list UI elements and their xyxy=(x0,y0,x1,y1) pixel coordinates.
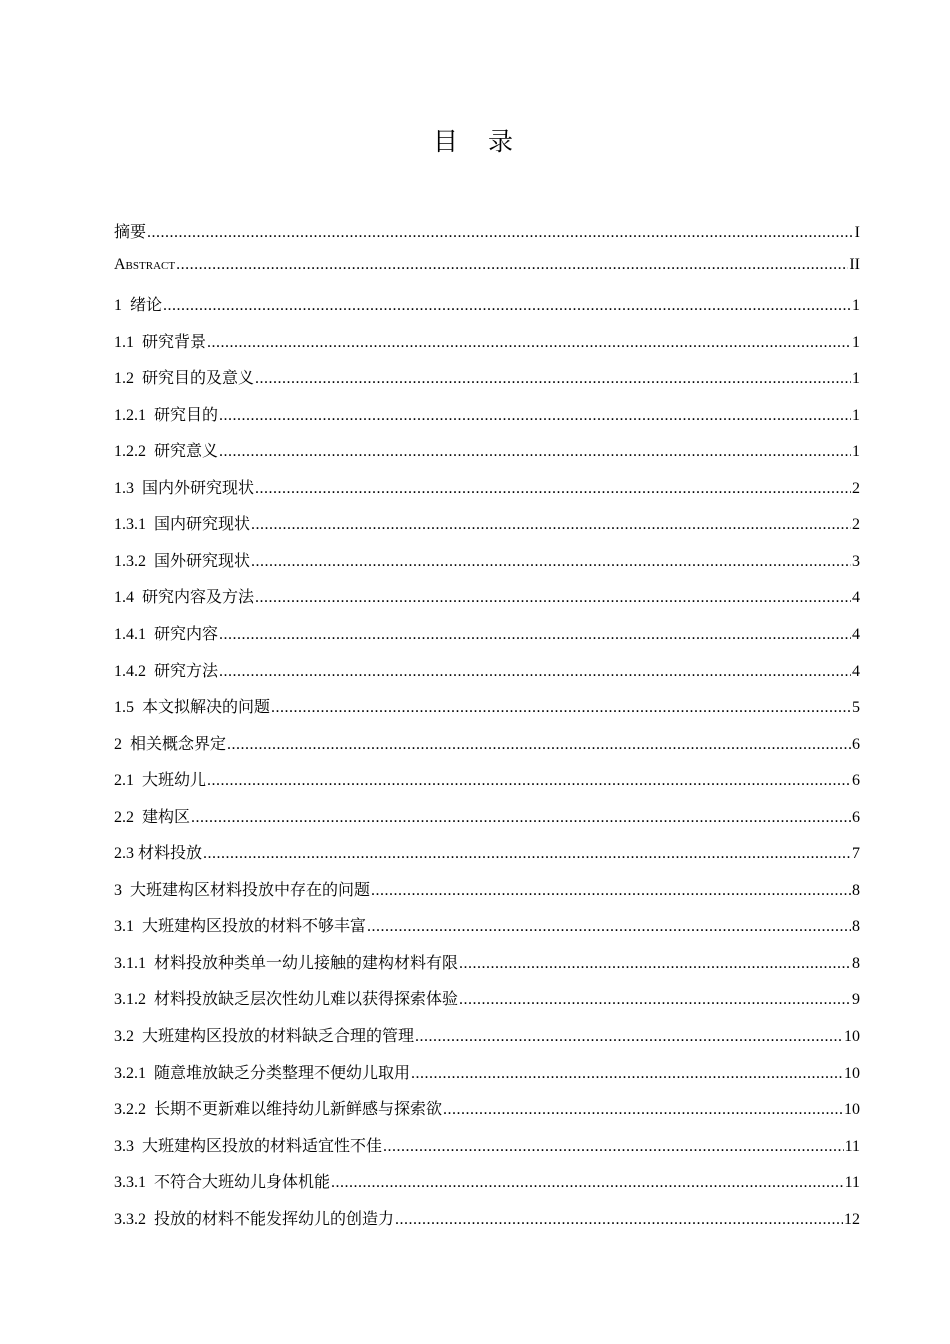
toc-entry-page: 5 xyxy=(852,699,860,717)
toc-entry-label: 1.4 研究内容及方法 xyxy=(114,589,255,607)
toc-entry[interactable] xyxy=(114,658,860,695)
toc-entry-label: 2 相关概念界定 xyxy=(114,735,227,753)
toc-entry-label: 3.3.2 投放的材料不能发挥幼儿的创造力 xyxy=(114,1210,395,1228)
toc-entry[interactable] xyxy=(114,913,860,950)
toc-entry[interactable] xyxy=(114,621,860,658)
toc-entry[interactable] xyxy=(114,402,860,439)
toc-entry-page: 8 xyxy=(852,918,860,936)
toc-entry-label: 3.3 大班建构区投放的材料适宜性不佳 xyxy=(114,1137,383,1155)
dot-leader xyxy=(459,955,851,973)
dot-leader xyxy=(395,1211,843,1229)
toc-entry-page: 10 xyxy=(844,1028,860,1046)
dot-leader xyxy=(219,443,851,461)
toc-entry-page: 1 xyxy=(852,406,860,424)
toc-entry-label: 1.4.2 研究方法 xyxy=(114,662,219,680)
toc-entry-page: 3 xyxy=(852,552,860,570)
toc-entry-page: 2 xyxy=(852,516,860,534)
toc-entry-label: 3.2.1 随意堆放缺乏分类整理不便幼儿取用 xyxy=(114,1064,411,1082)
toc-entry-label: 摘要 xyxy=(114,224,147,241)
toc-entry-page: 11 xyxy=(844,1174,860,1192)
toc-entry[interactable] xyxy=(114,475,860,512)
toc-entry-label: 3.1.2 材料投放缺乏层次性幼儿难以获得探索体验 xyxy=(114,991,459,1009)
toc-entry[interactable] xyxy=(114,1169,860,1206)
dot-leader xyxy=(163,297,851,315)
toc-entry-label: 1.2.1 研究目的 xyxy=(114,406,219,424)
toc-entry-label: 1.3.1 国内研究现状 xyxy=(114,516,251,534)
toc-entry[interactable] xyxy=(114,438,860,475)
toc-entry-page: 11 xyxy=(844,1137,860,1155)
toc-entry[interactable] xyxy=(114,731,860,768)
toc-entry[interactable] xyxy=(114,694,860,731)
toc-entry-page: 6 xyxy=(852,772,860,790)
dot-leader xyxy=(219,663,851,681)
toc-entry-label: 3.1.1 材料投放种类单一幼儿接触的建构材料有限 xyxy=(114,954,459,972)
toc-entry-page: 2 xyxy=(852,479,860,497)
toc-entry[interactable] xyxy=(114,219,860,256)
toc-entry[interactable] xyxy=(114,511,860,548)
toc-entry-page: 8 xyxy=(852,881,860,899)
toc-entry-page: 4 xyxy=(852,626,860,644)
toc-entry[interactable] xyxy=(114,365,860,402)
toc-entry-page: 1 xyxy=(852,333,860,351)
toc-entry-page: 7 xyxy=(852,845,860,863)
toc-entry[interactable] xyxy=(114,767,860,804)
dot-leader xyxy=(383,1138,844,1156)
toc-entry[interactable] xyxy=(114,329,860,366)
page-title: 目录 xyxy=(432,127,543,156)
toc-entry-page: 8 xyxy=(852,954,860,972)
dot-leader xyxy=(255,480,851,498)
toc-entry-page: II xyxy=(849,255,860,273)
toc-entry-label: 3.2 大班建构区投放的材料缺乏合理的管理 xyxy=(114,1028,415,1046)
toc-entry[interactable] xyxy=(114,1206,860,1243)
toc-entry-label: 1.1 研究背景 xyxy=(114,333,207,351)
toc-entry-page: 10 xyxy=(844,1101,860,1119)
toc-entry[interactable] xyxy=(114,1133,860,1170)
dot-leader xyxy=(219,407,851,425)
toc-entry[interactable] xyxy=(114,804,860,841)
toc-entry-page: 4 xyxy=(852,589,860,607)
dot-leader xyxy=(271,699,851,717)
toc-entry-label: 1.3.2 国外研究现状 xyxy=(114,552,251,570)
dot-leader xyxy=(255,589,851,607)
toc-entry[interactable] xyxy=(114,1096,860,1133)
dot-leader xyxy=(219,626,851,644)
dot-leader xyxy=(203,845,851,863)
toc-entry[interactable] xyxy=(114,986,860,1023)
dot-leader xyxy=(251,516,851,534)
toc-entry-page: 1 xyxy=(852,297,860,315)
toc-entry-page: 6 xyxy=(852,735,860,753)
toc-entry[interactable] xyxy=(114,256,860,293)
toc-entry-label: 1 绪论 xyxy=(114,297,163,315)
dot-leader xyxy=(459,991,851,1009)
dot-leader xyxy=(207,334,851,352)
dot-leader xyxy=(255,370,851,388)
toc-entry[interactable] xyxy=(114,1060,860,1097)
toc-entry-label: 1.2.2 研究意义 xyxy=(114,443,219,461)
toc-entry-page: 10 xyxy=(844,1064,860,1082)
toc-entry[interactable] xyxy=(114,1023,860,1060)
dot-leader xyxy=(176,256,848,274)
table-of-contents xyxy=(114,219,860,1242)
toc-entry-label: 3.3.1 不符合大班幼儿身体机能 xyxy=(114,1174,331,1192)
dot-leader xyxy=(331,1174,844,1192)
dot-leader xyxy=(251,553,851,571)
dot-leader xyxy=(443,1101,843,1119)
toc-entry-label: 2.3 材料投放 xyxy=(114,845,203,863)
dot-leader xyxy=(227,736,851,754)
toc-entry[interactable] xyxy=(114,840,860,877)
toc-entry-page: 1 xyxy=(852,443,860,461)
toc-entry-page: I xyxy=(854,224,860,241)
toc-entry[interactable] xyxy=(114,877,860,914)
toc-entry[interactable] xyxy=(114,292,860,329)
toc-entry-label: 1.4.1 研究内容 xyxy=(114,626,219,644)
toc-entry-label: 3.1 大班建构区投放的材料不够丰富 xyxy=(114,918,367,936)
dot-leader xyxy=(367,918,851,936)
toc-entry-label: 1.3 国内外研究现状 xyxy=(114,479,255,497)
dot-leader xyxy=(371,882,851,900)
toc-entry[interactable] xyxy=(114,584,860,621)
dot-leader xyxy=(147,224,854,242)
toc-entry-page: 4 xyxy=(852,662,860,680)
toc-entry-label: 3.2.2 长期不更新难以维持幼儿新鲜感与探索欲 xyxy=(114,1101,443,1119)
dot-leader xyxy=(207,772,851,790)
dot-leader xyxy=(191,809,851,827)
toc-entry[interactable] xyxy=(114,950,860,987)
toc-entry-label: Abstract xyxy=(114,255,176,273)
toc-entry-label: 3 大班建构区材料投放中存在的问题 xyxy=(114,881,371,899)
toc-entry-page: 1 xyxy=(852,370,860,388)
toc-entry-page: 6 xyxy=(852,808,860,826)
toc-entry-label: 2.1 大班幼儿 xyxy=(114,772,207,790)
toc-entry[interactable] xyxy=(114,548,860,585)
toc-entry-page: 12 xyxy=(844,1210,860,1228)
toc-entry-label: 1.5 本文拟解决的问题 xyxy=(114,699,271,717)
dot-leader xyxy=(415,1028,843,1046)
toc-entry-label: 2.2 建构区 xyxy=(114,808,191,826)
toc-entry-page: 9 xyxy=(852,991,860,1009)
toc-entry-label: 1.2 研究目的及意义 xyxy=(114,370,255,388)
dot-leader xyxy=(411,1065,843,1083)
